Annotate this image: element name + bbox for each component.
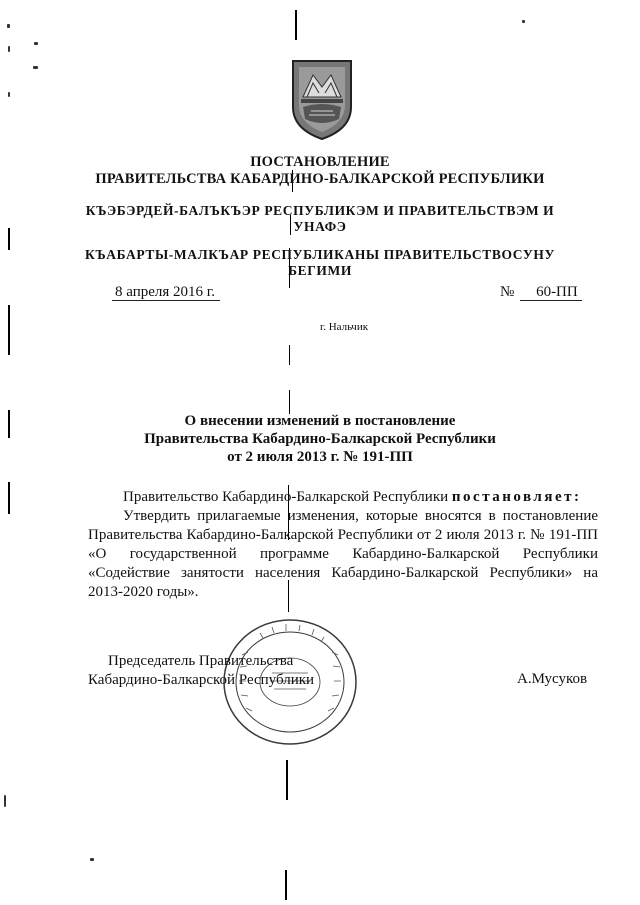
number-value: 60-ПП: [536, 284, 578, 300]
decree-title-line1: О внесении изменений в постановление: [184, 413, 456, 429]
government-name-russian: ПРАВИТЕЛЬСТВА КАБАРДИНО-БАЛКАРСКОЙ РЕСПУБЛИКИ: [95, 171, 545, 187]
number-sign: №: [500, 284, 515, 300]
signatory-block: [88, 652, 314, 690]
scan-line: [295, 10, 297, 40]
coat-of-arms: [289, 57, 355, 141]
resolving-text: Правительство Кабардино-Балкарской Республики: [123, 489, 452, 505]
scan-speck: [4, 795, 6, 807]
government-name-kabardian: КЪЭБЭРДЕЙ-БАЛЪКЪЭР РЕСПУБЛИКЭМ И ПРАВИТЕЛЬСТВЭМ И: [85, 203, 555, 218]
resolving-paragraph: [88, 488, 598, 507]
decree-number: [500, 284, 578, 301]
scan-speck: [90, 858, 94, 861]
margin-mark: [8, 482, 10, 514]
signatory-name: А.Мусуков: [517, 671, 588, 687]
scan-line: [289, 390, 290, 414]
government-name-balkar-cont: БЕГИМИ: [288, 263, 352, 278]
government-name-kabardian-cont: УНАФЭ: [293, 219, 347, 234]
signatory-title-line2: Кабардино-Балкарской Республики: [88, 672, 315, 688]
body-paragraph: Утвердить прилагаемые изменения, которые вносятся в постановление Правительства Кабардино-Балкарской Республики от 2 июля 2013 г. № 191-ПП «О государственной программе Кабардино-Балкарской Республики «Содействие занятости населения Кабардино-Балкарской Республики» на 2013-2020 годы».: [88, 508, 598, 600]
scan-speck: [522, 20, 525, 23]
signatory-title-line1: Председатель Правительства: [108, 653, 294, 669]
number-underline: [520, 300, 582, 301]
decree-date: 8 апреля 2016 г.: [115, 284, 215, 300]
decree-title-line3: от 2 июля 2013 г. № 191-ПП: [227, 449, 413, 465]
scan-speck: [34, 42, 38, 45]
doc-type: ПОСТАНОВЛЕНИЕ: [250, 154, 390, 170]
scan-speck: [8, 92, 10, 97]
date-underline: [112, 300, 220, 301]
scan-speck: [8, 46, 10, 52]
government-name-balkar: КЪАБАРТЫ-МАЛКЪАР РЕСПУБЛИКАНЫ ПРАВИТЕЛЬСТВОСУНУ: [84, 247, 556, 262]
decree-title-line2: Правительства Кабардино-Балкарской Республики: [144, 431, 496, 447]
scan-line: [289, 345, 290, 365]
scan-line: [285, 870, 287, 900]
scan-line: [286, 760, 288, 800]
scan-speck: [7, 24, 10, 28]
scan-speck: [33, 66, 38, 69]
city: г. Нальчик: [319, 321, 369, 333]
resolving-verb: постановляет:: [451, 489, 582, 505]
